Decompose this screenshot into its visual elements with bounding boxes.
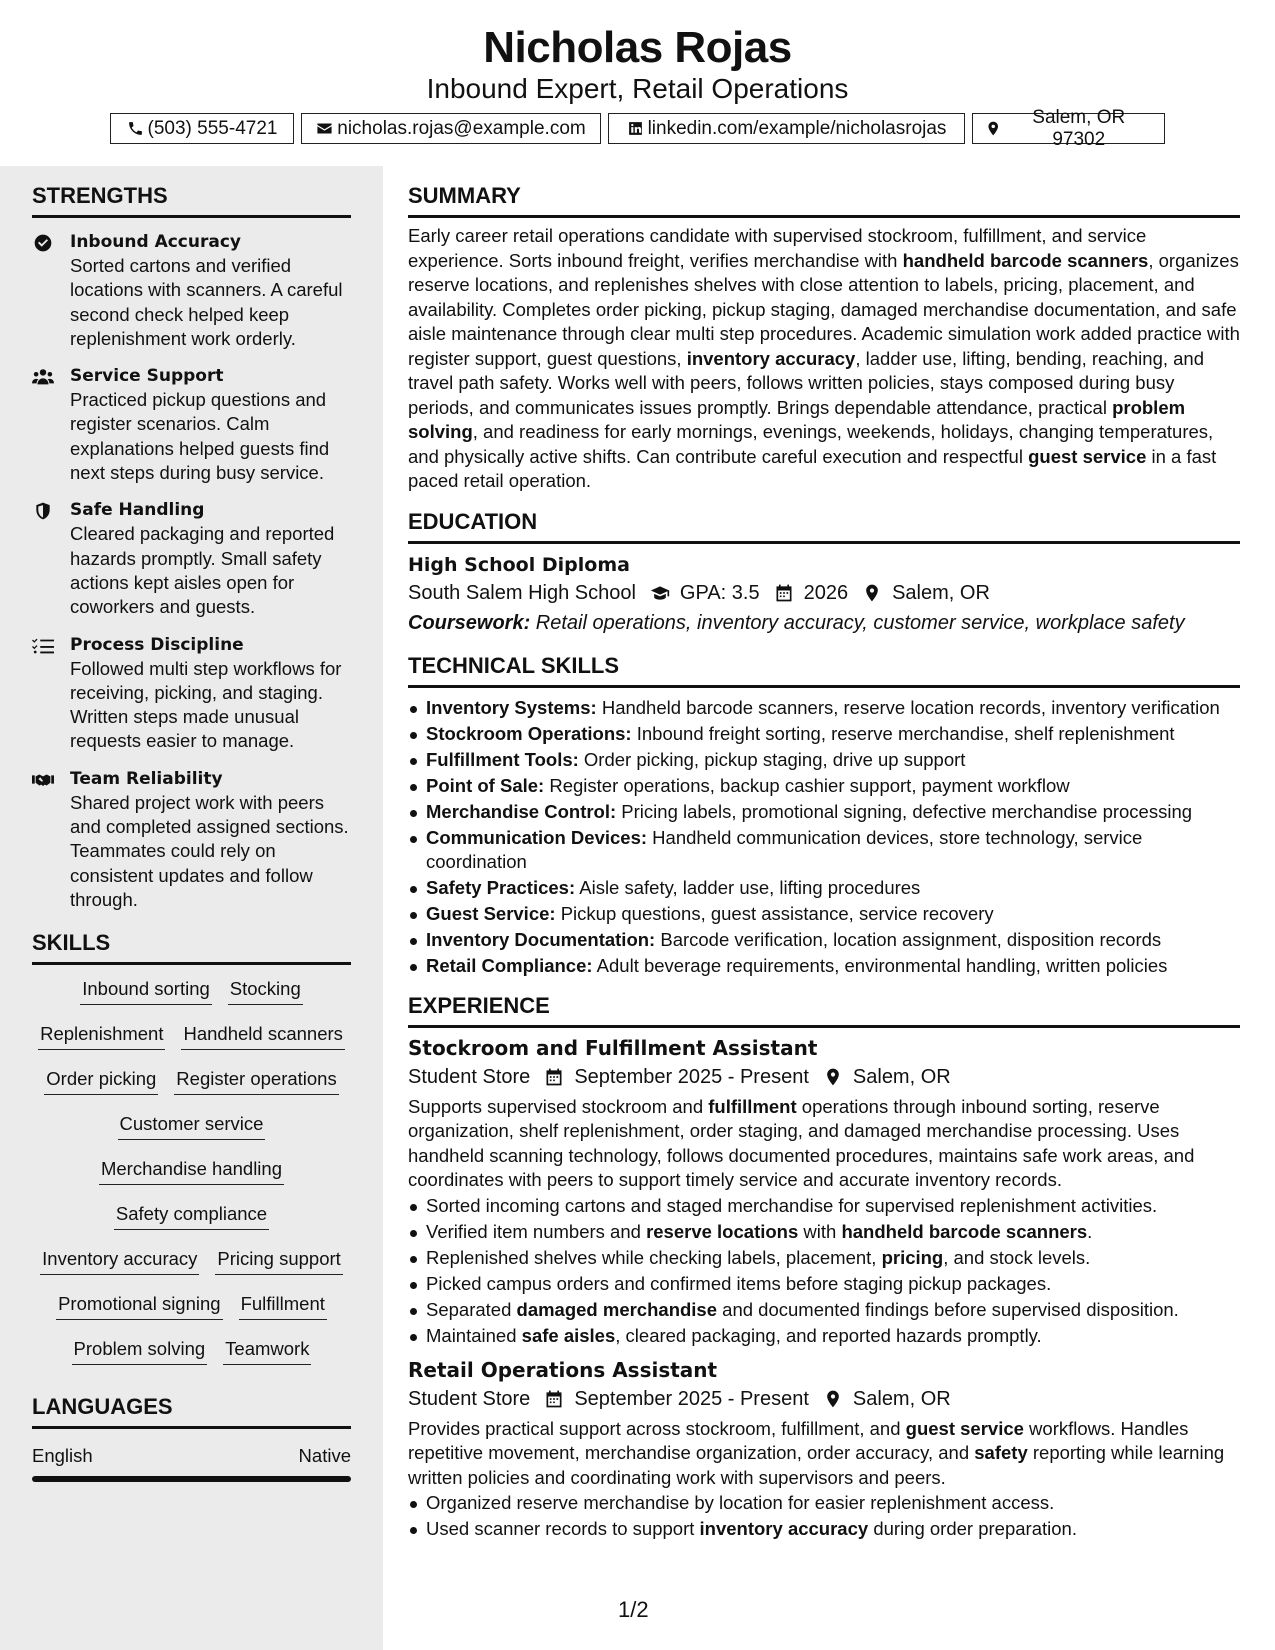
skills-row xyxy=(32,1157,351,1202)
check-circle-icon xyxy=(32,233,54,253)
skill-label: Point of Sale: xyxy=(426,774,545,796)
emphasis-text: damaged merchandise xyxy=(516,1298,718,1320)
emphasis-text: reserve locations xyxy=(646,1220,799,1242)
envelope-icon xyxy=(316,120,333,137)
technical-skill-item xyxy=(408,696,1240,720)
language-level: Native xyxy=(298,1445,351,1466)
emphasis-text: problem solving xyxy=(408,396,1186,442)
text-run: operations through inbound sorting, reserve organization, shelf replenishment, order staging, and damaged merchandise processing. Uses handheld scanning technology, follows documented procedures, maintains safe work areas, and coordinates with peers to support timely service and accurate inventory records. xyxy=(408,1095,1195,1190)
shield-icon xyxy=(32,501,54,521)
emphasis-text: inventory accuracy xyxy=(686,347,856,369)
technical-skills-heading: TECHNICAL SKILLS xyxy=(408,652,1240,688)
graduation-cap-icon xyxy=(650,583,670,603)
strength-desc: Practiced pickup questions and register scenarios. Calm explanations helped guests find next steps during busy service. xyxy=(70,389,330,484)
emphasis-text: safety xyxy=(974,1442,1028,1463)
contact-bar xyxy=(0,106,1275,150)
text-run: reporting while learning written policies and coordinating work with supervisors and peers. xyxy=(408,1442,1225,1488)
text-run: , and readiness for early mornings, evenings, weekends, holidays, changing temperatures, and physically active shifts. Can contribute careful execution and respectful xyxy=(408,421,1214,467)
job-bullet xyxy=(408,1298,1240,1322)
skill-label: Fulfillment Tools: xyxy=(426,748,579,770)
technical-skill-item xyxy=(408,876,1240,900)
degree-title: High School Diploma xyxy=(408,553,630,576)
text-run: , cleared packaging, and reported hazards promptly. xyxy=(615,1324,1042,1346)
skill-chip: Safety compliance xyxy=(114,1202,269,1230)
emphasis-text: handheld barcode scanners xyxy=(902,249,1149,271)
text-run: Separated xyxy=(426,1298,517,1320)
job-location: Salem, OR xyxy=(852,1065,951,1088)
job-bullet xyxy=(408,1324,1240,1348)
job-title: Retail Operations Assistant xyxy=(408,1357,718,1382)
company-name: Student Store xyxy=(408,1387,531,1410)
map-pin-icon xyxy=(862,583,882,603)
graduation-year: 2026 xyxy=(803,581,849,604)
emphasis-text: safe aisles xyxy=(521,1324,616,1346)
contact-linkedin[interactable] xyxy=(608,113,965,144)
calendar-icon xyxy=(774,583,794,603)
strength-title: Safe Handling xyxy=(70,500,205,521)
linkedin-icon xyxy=(627,120,644,137)
language-level-bar xyxy=(32,1476,351,1482)
school-name: South Salem High School xyxy=(408,581,636,604)
skill-label: Safety Practices: xyxy=(426,876,576,898)
job-bullet xyxy=(408,1194,1240,1218)
skill-label: Communication Devices: xyxy=(426,826,648,848)
skills-row xyxy=(32,1337,351,1382)
technical-skill-item xyxy=(408,902,1240,926)
text-run: Sorted incoming cartons and staged merchandise for supervised replenishment activities. xyxy=(426,1194,1158,1216)
text-run: workflows. Handles repetitive movement, merchandise organization, order accuracy, and xyxy=(408,1417,1189,1463)
calendar-icon xyxy=(544,1389,564,1409)
map-pin-icon xyxy=(985,120,1001,137)
education-section xyxy=(408,508,1240,638)
skill-chip: Promotional signing xyxy=(56,1292,222,1320)
strength-item xyxy=(32,767,351,912)
checklist-icon xyxy=(32,636,54,656)
strength-title: Inbound Accuracy xyxy=(70,232,241,252)
strength-title: Process Discipline xyxy=(70,634,244,655)
technical-skill-item xyxy=(408,722,1240,746)
candidate-name: Nicholas Rojas xyxy=(483,23,792,72)
job-bullet xyxy=(408,1220,1240,1244)
skill-label: Inventory Systems: xyxy=(426,696,597,718)
page-number: 1/2 xyxy=(618,1597,649,1622)
phone-icon xyxy=(127,120,144,137)
text-run: Verified item numbers and xyxy=(426,1220,647,1242)
skills-row xyxy=(32,1112,351,1157)
skill-chip: Customer service xyxy=(118,1112,266,1140)
strength-item xyxy=(32,230,351,351)
skill-text: Adult beverage requirements, environmental handling, written policies xyxy=(592,954,1168,976)
skills-heading: SKILLS xyxy=(32,929,351,965)
technical-skill-item xyxy=(408,826,1240,874)
skill-label: Stockroom Operations: xyxy=(426,722,632,744)
technical-skills-list xyxy=(408,696,1240,978)
email-text: nicholas.rojas@example.com xyxy=(337,117,586,139)
skill-text: Pickup questions, guest assistance, service recovery xyxy=(555,902,994,924)
skills-row xyxy=(32,1067,351,1112)
skills-row xyxy=(32,1022,351,1067)
contact-phone[interactable] xyxy=(110,113,294,144)
skill-chip: Stocking xyxy=(228,977,303,1005)
emphasis-text: handheld barcode scanners xyxy=(841,1220,1088,1242)
skill-chip: Register operations xyxy=(174,1067,338,1095)
text-run: Organized reserve merchandise by location for easier replenishment access. xyxy=(426,1492,1055,1513)
job-bullet xyxy=(408,1272,1240,1296)
skill-chip: Teamwork xyxy=(223,1337,311,1365)
job-dates: September 2025 - Present xyxy=(574,1065,809,1088)
text-run: Used scanner records to support xyxy=(426,1518,700,1539)
skill-chip: Pricing support xyxy=(215,1247,342,1275)
company-name: Student Store xyxy=(408,1065,531,1088)
emphasis-text: fulfillment xyxy=(708,1095,797,1117)
text-run: Picked campus orders and confirmed items before staging pickup packages. xyxy=(426,1272,1052,1294)
languages-heading: LANGUAGES xyxy=(32,1393,351,1429)
emphasis-text: guest service xyxy=(1028,445,1147,467)
language-name: English xyxy=(32,1445,93,1466)
users-icon xyxy=(32,367,54,387)
technical-skill-item xyxy=(408,928,1240,952)
resume-header xyxy=(0,0,1275,166)
skill-text: Register operations, backup cashier support, payment workflow xyxy=(544,774,1070,796)
job-entry xyxy=(408,1356,1240,1542)
job-description xyxy=(408,1417,1240,1491)
skill-text: Barcode verification, location assignment, disposition records xyxy=(655,928,1162,950)
phone-text: (503) 555-4721 xyxy=(147,117,278,139)
language-row xyxy=(32,1444,351,1468)
job-description xyxy=(408,1095,1240,1193)
skill-label: Inventory Documentation: xyxy=(426,928,656,950)
text-run: , organizes reserve locations, and replenishes shelves with close attention to labels, pricing, placement, and availability. Completes order picking, pickup staging, damaged merchandise documentation, and safe aisle maintenance through clear multi step procedures. Academic simulation work added practice with register support, guest questions, xyxy=(408,249,1240,369)
text-run: in a fast paced retail operation. xyxy=(408,445,1217,491)
education-heading: EDUCATION xyxy=(408,508,1240,544)
strength-title: Team Reliability xyxy=(70,768,223,789)
skill-chip: Fulfillment xyxy=(239,1292,327,1320)
skill-text: Aisle safety, ladder use, lifting procedures xyxy=(575,876,921,898)
skill-label: Merchandise Control: xyxy=(426,800,617,822)
text-run: with xyxy=(798,1220,842,1242)
job-title: Stockroom and Fulfillment Assistant xyxy=(408,1035,818,1060)
job-meta xyxy=(408,1384,1240,1414)
candidate-title: Inbound Expert, Retail Operations xyxy=(426,73,849,104)
skills-row xyxy=(32,1202,351,1247)
text-run: Early career retail operations candidate with supervised stockroom, fulfillment, and service experience. Sorts inbound freight, verifies merchandise with xyxy=(408,225,1147,271)
technical-skills-section xyxy=(408,652,1240,978)
skill-text: Handheld barcode scanners, reserve location records, inventory verification xyxy=(596,696,1220,718)
job-bullet xyxy=(408,1246,1240,1270)
handshake-icon xyxy=(32,770,54,790)
skills-section xyxy=(32,929,351,1382)
skill-label: Retail Compliance: xyxy=(426,954,593,976)
skills-list xyxy=(32,977,351,1382)
skills-row xyxy=(32,977,351,1022)
skill-chip: Replenishment xyxy=(38,1022,165,1050)
job-bullets xyxy=(408,1194,1240,1348)
location-text: Salem, OR 97302 xyxy=(1032,106,1126,150)
emphasis-text: pricing xyxy=(881,1246,944,1268)
strengths-section xyxy=(32,182,351,912)
job-bullets xyxy=(408,1491,1240,1541)
text-run: during order preparation. xyxy=(868,1518,1077,1539)
text-run: . xyxy=(1087,1220,1093,1242)
strength-item xyxy=(32,498,351,619)
school-location: Salem, OR xyxy=(892,581,990,604)
sidebar xyxy=(0,166,383,1650)
text-run: Provides practical support across stockroom, fulfillment, and xyxy=(408,1417,906,1439)
text-run: Maintained xyxy=(426,1324,522,1346)
main-content xyxy=(408,166,1240,1541)
summary-section xyxy=(408,182,1240,494)
calendar-icon xyxy=(544,1067,564,1087)
job-location: Salem, OR xyxy=(852,1387,951,1410)
skill-chip: Problem solving xyxy=(72,1337,208,1365)
text-run: and documented findings before supervised disposition. xyxy=(717,1298,1179,1320)
job-entry xyxy=(408,1034,1240,1348)
technical-skill-item xyxy=(408,800,1240,824)
text-run: , and stock levels. xyxy=(943,1246,1091,1268)
skill-text: Handheld communication devices, store technology, service coordination xyxy=(426,826,1143,872)
coursework-text: Retail operations, inventory accuracy, customer service, workplace safety xyxy=(530,611,1185,634)
map-pin-icon xyxy=(823,1067,843,1087)
summary-heading: SUMMARY xyxy=(408,182,1240,218)
text-run: Replenished shelves while checking labels, placement, xyxy=(426,1246,882,1268)
skill-text: Order picking, pickup staging, drive up support xyxy=(578,748,966,770)
technical-skill-item xyxy=(408,774,1240,798)
technical-skill-item xyxy=(408,748,1240,772)
coursework-label: Coursework: xyxy=(408,611,531,634)
skill-chip: Merchandise handling xyxy=(99,1157,284,1185)
summary-text xyxy=(408,224,1240,494)
languages-section xyxy=(32,1393,351,1482)
skill-chip: Handheld scanners xyxy=(181,1022,344,1050)
skill-label: Guest Service: xyxy=(426,902,556,924)
skills-row xyxy=(32,1247,351,1292)
skill-chip: Inventory accuracy xyxy=(40,1247,199,1275)
contact-email[interactable] xyxy=(301,113,601,144)
text-run: , ladder use, lifting, bending, reaching, and travel path safety. Works well with peers, follows written policies, stays composed during busy periods, and communicates issues promptly. Brings dependable attendance, practical xyxy=(408,347,1204,418)
contact-location xyxy=(972,106,1165,150)
skill-chip: Order picking xyxy=(44,1067,158,1095)
coursework xyxy=(408,608,1240,638)
emphasis-text: inventory accuracy xyxy=(699,1518,869,1539)
education-meta xyxy=(408,578,1240,608)
experience-heading: EXPERIENCE xyxy=(408,992,1240,1028)
strength-desc: Cleared packaging and reported hazards promptly. Small safety actions kept aisles open for coworkers and guests. xyxy=(70,523,335,618)
experience-section xyxy=(408,992,1240,1542)
strength-desc: Followed multi step workflows for receiving, picking, and staging. Written steps made unusual requests easier to manage. xyxy=(70,657,342,752)
emphasis-text: guest service xyxy=(905,1417,1024,1439)
map-pin-icon xyxy=(823,1389,843,1409)
strength-title: Service Support xyxy=(70,366,224,387)
strength-item xyxy=(32,364,351,485)
strength-desc: Sorted cartons and verified locations with scanners. A careful second check helped keep replenishment work orderly. xyxy=(70,255,343,349)
skill-text: Pricing labels, promotional signing, defective merchandise processing xyxy=(616,800,1193,822)
job-dates: September 2025 - Present xyxy=(574,1387,809,1410)
skill-chip: Inbound sorting xyxy=(80,977,212,1005)
technical-skill-item xyxy=(408,954,1240,978)
skill-text: Inbound freight sorting, reserve merchandise, shelf replenishment xyxy=(631,722,1175,744)
job-bullet xyxy=(408,1491,1240,1515)
skills-row xyxy=(32,1292,351,1337)
strength-desc: Shared project work with peers and completed assigned sections. Teammates could rely on consistent updates and follow through. xyxy=(70,791,349,910)
strength-item xyxy=(32,633,351,754)
job-meta xyxy=(408,1062,1240,1092)
strengths-heading: STRENGTHS xyxy=(32,182,351,218)
linkedin-text: linkedin.com/example/nicholasrojas xyxy=(647,117,947,139)
gpa-text: GPA: 3.5 xyxy=(679,581,760,604)
text-run: Supports supervised stockroom and xyxy=(408,1095,709,1117)
job-bullet xyxy=(408,1517,1240,1541)
